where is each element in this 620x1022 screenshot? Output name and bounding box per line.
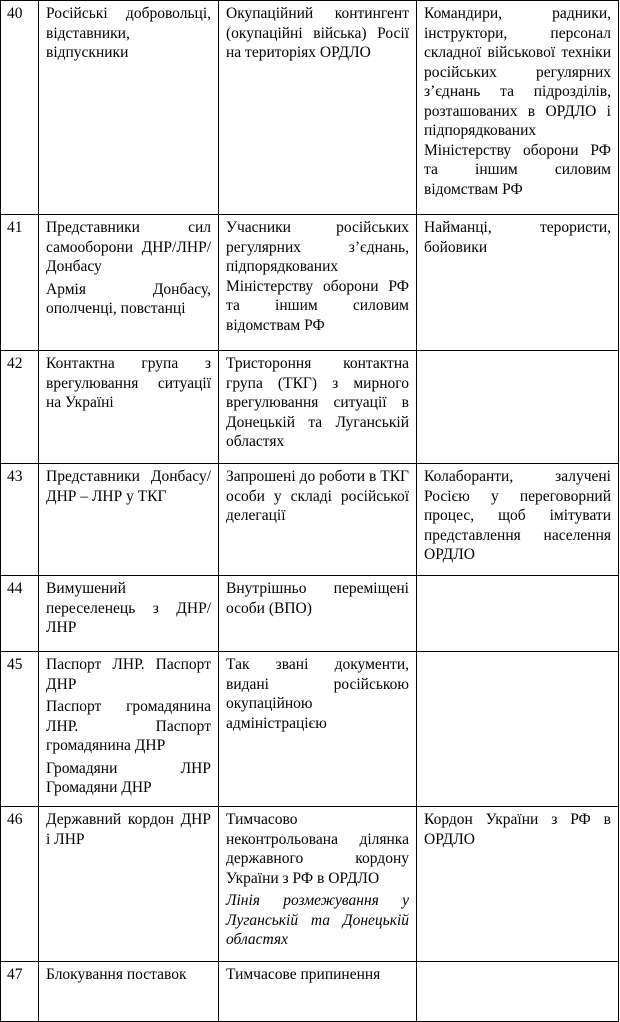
incorrect-term-cell [39,652,219,807]
correct-term-cell [219,464,417,576]
cell-text: Командири, радники, інструктори, персонал складної військової техніки російських регулярних з’єднань та підрозділів, розташованих в ОРДЛО і підпорядкованих Міністерству оборони РФ та іншим силовим відомствам РФ [424,5,611,198]
table-row [1,807,619,962]
cell-text: Так звані документи, видані російською окупаційною адміністрацією [226,656,409,732]
cell-text: Найманці, терористи, бойовики [424,219,611,256]
correct-term-cell [219,1,417,215]
table-row [1,351,619,464]
cell-text: Паспорт громадянина ЛНР. Паспорт громадянина ДНР [46,698,211,754]
cell-text: Російські добровольці, відставники, відпускники [46,5,211,61]
cell-text: Представники Донбасу/ ДНР – ЛНР у ТКГ [46,468,211,505]
table-row [1,464,619,576]
incorrect-term-cell [39,351,219,464]
incorrect-term-cell [39,464,219,576]
table-row [1,215,619,351]
cell-text: Лінія розмежування у Луганській та Донецькій областях [226,892,409,948]
comment-cell [417,576,619,652]
row-number: 40 [1,1,39,215]
cell-text: Тимчасово неконтрольована ділянка державного кордону України з РФ в ОРДЛО [226,811,409,887]
correct-term-cell [219,215,417,351]
table-row [1,576,619,652]
cell-text: Блокування поставок [46,966,187,983]
correct-term-cell [219,351,417,464]
cell-text: Колаборанти, залучені Росією у переговорний процес, щоб імітувати представлення населення ОРДЛО [424,468,611,563]
cell-text: Громадяни ЛНР Громадяни ДНР [46,759,211,796]
comment-cell [417,215,619,351]
cell-text: Державний кордон ДНР і ЛНР [46,811,211,848]
cell-text: Представники сил самооборони ДНР/ЛНР/ Донбасу [46,219,211,275]
cell-text: Внутрішньо переміщені особи (ВПО) [226,580,409,617]
correct-term-cell [219,652,417,807]
correct-term-cell [219,807,417,962]
cell-text: Тимчасове припинення [226,966,381,983]
cell-text: Паспорт ЛНР. Паспорт ДНР [46,656,211,693]
row-number: 47 [1,962,39,1022]
cell-text: Запрошені до роботи в ТКГ особи у складі російської делегації [226,468,409,524]
cell-text: Вимушений переселенець з ДНР/ЛНР [46,580,211,636]
comment-cell [417,962,619,1022]
incorrect-term-cell [39,1,219,215]
table-row [1,962,619,1022]
incorrect-term-cell [39,962,219,1022]
correct-term-cell [219,962,417,1022]
comment-cell [417,1,619,215]
row-number: 41 [1,215,39,351]
cell-text: Армія Донбасу, ополченці, повстанці [46,280,211,317]
row-number: 44 [1,576,39,652]
comment-cell [417,807,619,962]
cell-text: Контактна група з врегулювання ситуації на Україні [46,355,211,411]
table-row [1,652,619,807]
row-number: 45 [1,652,39,807]
cell-text: Тристороння контактна група (ТКГ) з мирного врегулювання ситуації в Донецькій та Луганській областях [226,355,409,450]
incorrect-term-cell [39,215,219,351]
row-number: 46 [1,807,39,962]
comment-cell [417,652,619,807]
comment-cell [417,351,619,464]
cell-text: Учасники російських регулярних з’єднань, підпорядкованих Міністерству оборони РФ та іншим силовим відомствам РФ [226,219,409,334]
row-number: 43 [1,464,39,576]
incorrect-term-cell [39,807,219,962]
row-number: 42 [1,351,39,464]
comment-cell [417,464,619,576]
cell-text: Кордон України з РФ в ОРДЛО [424,811,611,848]
table-row [1,1,619,215]
incorrect-term-cell [39,576,219,652]
correct-term-cell [219,576,417,652]
cell-text: Окупаційний контингент (окупаційні війська) Росії на територіях ОРДЛО [226,5,409,61]
